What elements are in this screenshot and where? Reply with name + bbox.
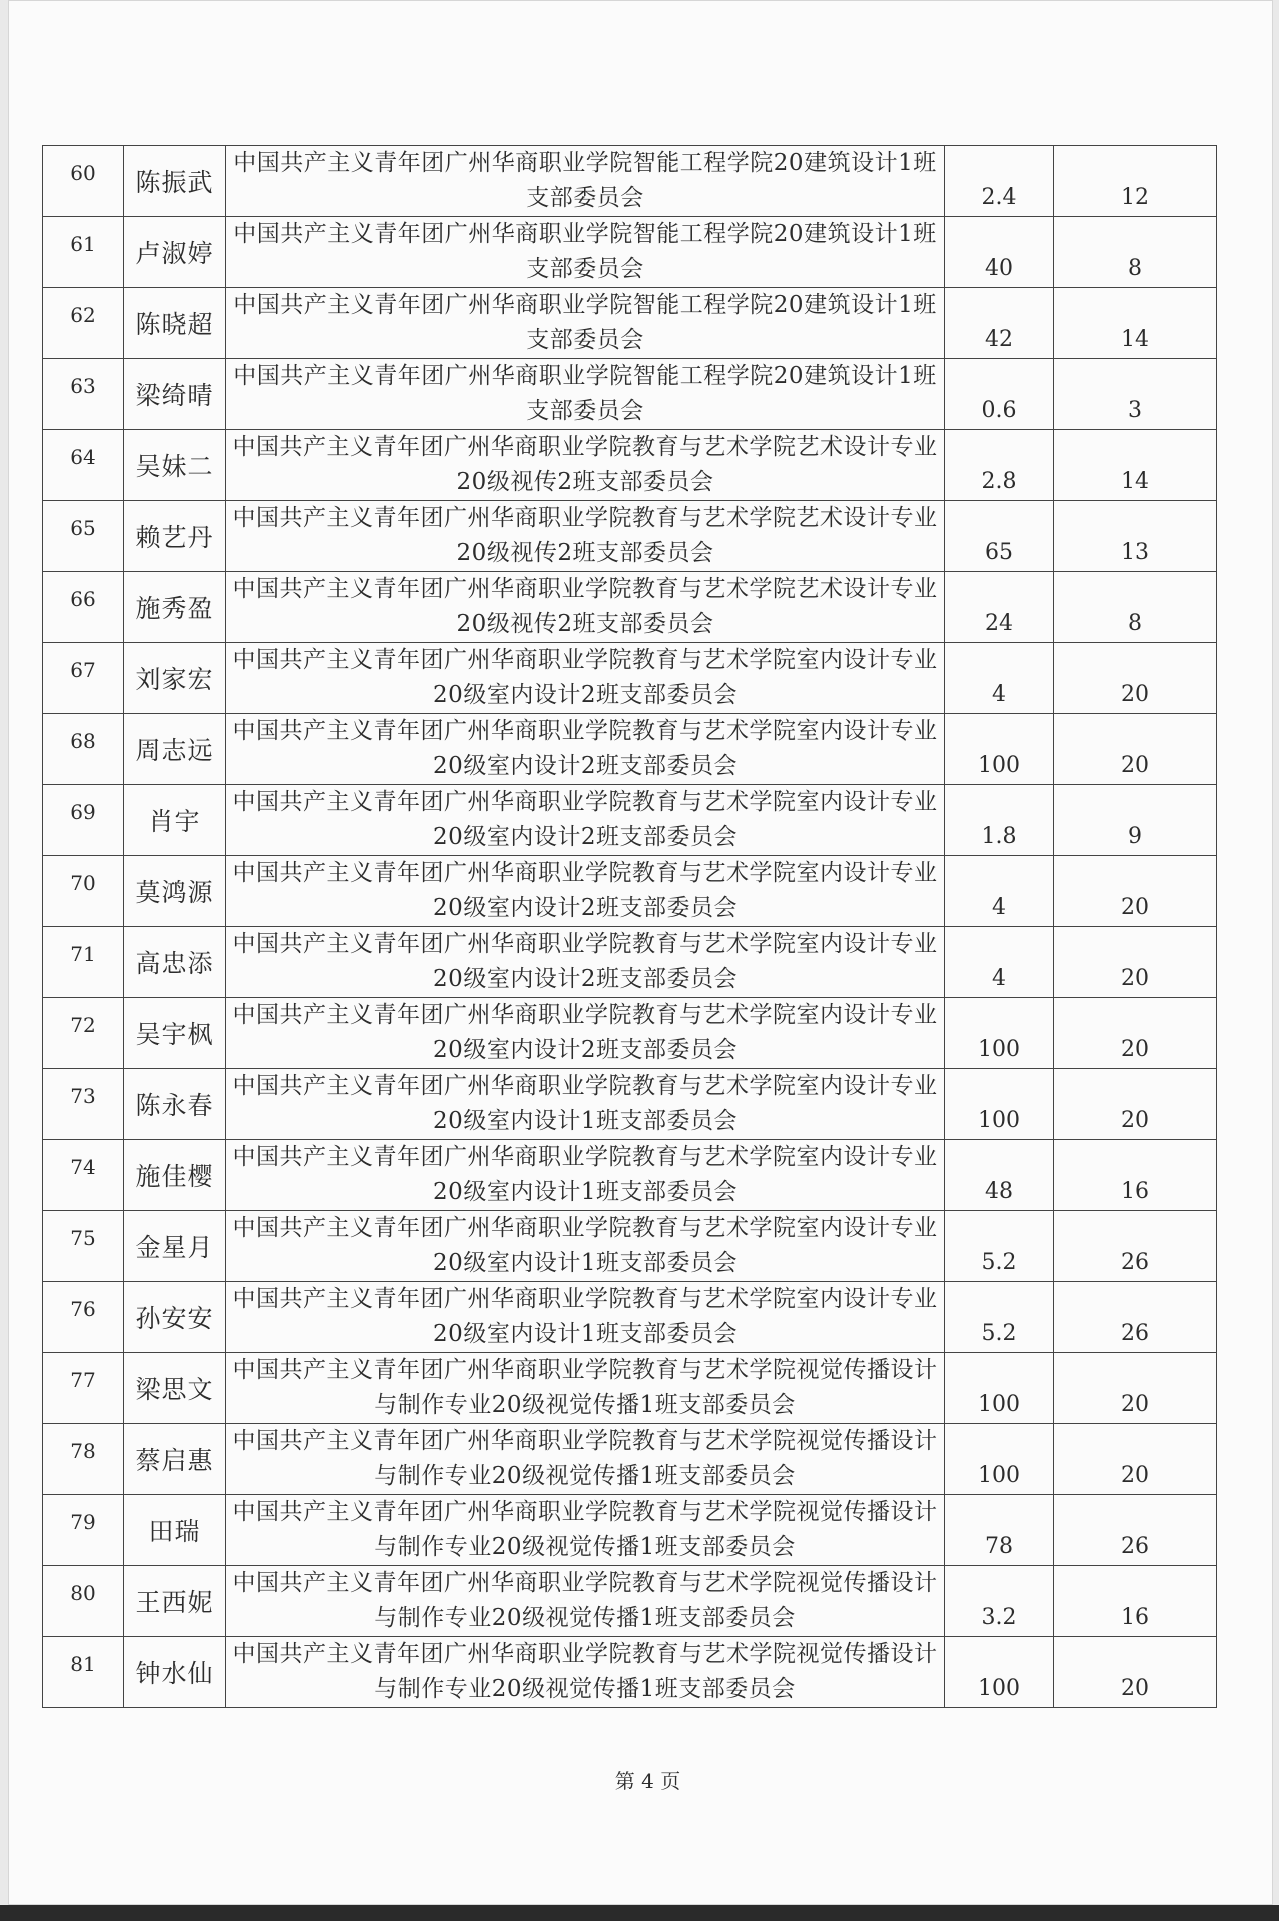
- amount-value: 5.2: [981, 1250, 1017, 1275]
- branch-organization: 中国共产主义青年团广州华商职业学院教育与艺术学院室内设计专业20级室内设计1班支部委员会: [232, 1144, 938, 1205]
- amount-value-cell: [945, 927, 1054, 998]
- member-name: 陈振武: [135, 168, 214, 197]
- amount-value-cell: [945, 1495, 1054, 1566]
- branch-organization-cell: [226, 1637, 945, 1708]
- branch-organization: 中国共产主义青年团广州华商职业学院教育与艺术学院艺术设计专业20级视传2班支部委员会: [232, 576, 938, 637]
- member-name-cell: [124, 1566, 226, 1637]
- row-number-cell: [43, 1353, 124, 1424]
- table-row: [43, 714, 1217, 785]
- amount-value-cell: [945, 1353, 1054, 1424]
- count-value-cell: [1054, 430, 1217, 501]
- branch-organization: 中国共产主义青年团广州华商职业学院智能工程学院20建筑设计1班支部委员会: [233, 150, 937, 211]
- amount-value: 5.2: [981, 1321, 1017, 1346]
- branch-organization: 中国共产主义青年团广州华商职业学院教育与艺术学院室内设计专业20级室内设计2班支部委员会: [232, 789, 938, 850]
- page-number: 第 4 页: [614, 1769, 681, 1793]
- row-number-cell: [43, 501, 124, 572]
- branch-organization: 中国共产主义青年团广州华商职业学院教育与艺术学院室内设计专业20级室内设计2班支部委员会: [232, 860, 938, 921]
- row-number-cell: [43, 1637, 124, 1708]
- table-row: [43, 217, 1217, 288]
- row-number-cell: [43, 1566, 124, 1637]
- branch-organization-cell: [226, 856, 945, 927]
- amount-value: 65: [985, 540, 1013, 565]
- count-value: 3: [1128, 398, 1142, 423]
- table-row: [43, 1282, 1217, 1353]
- member-name: 周志远: [135, 736, 214, 765]
- member-name-cell: [124, 1637, 226, 1708]
- table-row: [43, 927, 1217, 998]
- count-value-cell: [1054, 643, 1217, 714]
- scan-edge: [0, 1905, 1279, 1921]
- branch-organization-cell: [226, 1353, 945, 1424]
- count-value: 20: [1121, 1463, 1149, 1488]
- member-name: 梁绮晴: [135, 381, 214, 410]
- count-value: 16: [1121, 1605, 1149, 1630]
- count-value-cell: [1054, 1069, 1217, 1140]
- count-value: 8: [1128, 611, 1142, 636]
- row-number: 62: [70, 303, 96, 327]
- member-name-cell: [124, 572, 226, 643]
- member-name: 金星月: [135, 1233, 214, 1262]
- count-value: 16: [1121, 1179, 1149, 1204]
- amount-value: 24: [985, 611, 1013, 636]
- table-row: [43, 146, 1217, 217]
- branch-organization-cell: [226, 1566, 945, 1637]
- count-value: 20: [1121, 966, 1149, 991]
- row-number-cell: [43, 217, 124, 288]
- count-value: 9: [1128, 824, 1142, 849]
- count-value-cell: [1054, 856, 1217, 927]
- row-number-cell: [43, 430, 124, 501]
- row-number: 79: [70, 1510, 96, 1534]
- row-number: 60: [70, 161, 96, 185]
- row-number: 69: [70, 800, 96, 824]
- row-number: 80: [70, 1581, 96, 1605]
- row-number: 65: [70, 516, 96, 540]
- row-number-cell: [43, 785, 124, 856]
- count-value-cell: [1054, 501, 1217, 572]
- amount-value-cell: [945, 785, 1054, 856]
- member-name-cell: [124, 785, 226, 856]
- row-number: 61: [70, 232, 96, 256]
- member-name-cell: [124, 714, 226, 785]
- row-number: 74: [70, 1155, 96, 1179]
- document-page: [8, 0, 1273, 1905]
- row-number-cell: [43, 714, 124, 785]
- amount-value: 100: [978, 1463, 1020, 1488]
- member-name: 蔡启惠: [135, 1446, 214, 1475]
- amount-value-cell: [945, 288, 1054, 359]
- member-name-cell: [124, 1424, 226, 1495]
- row-number-cell: [43, 572, 124, 643]
- amount-value-cell: [945, 501, 1054, 572]
- branch-organization: 中国共产主义青年团广州华商职业学院教育与艺术学院艺术设计专业20级视传2班支部委员会: [232, 505, 938, 566]
- table-row: [43, 1353, 1217, 1424]
- amount-value: 100: [978, 1676, 1020, 1701]
- row-number-cell: [43, 1282, 124, 1353]
- member-name-cell: [124, 1495, 226, 1566]
- row-number-cell: [43, 1424, 124, 1495]
- member-name: 莫鸿源: [135, 878, 214, 907]
- member-name: 孙安安: [135, 1304, 214, 1333]
- count-value-cell: [1054, 1495, 1217, 1566]
- row-number-cell: [43, 288, 124, 359]
- table-row: [43, 288, 1217, 359]
- branch-organization: 中国共产主义青年团广州华商职业学院教育与艺术学院室内设计专业20级室内设计1班支部委员会: [232, 1073, 938, 1134]
- count-value-cell: [1054, 998, 1217, 1069]
- table-body: [43, 146, 1217, 1708]
- row-number-cell: [43, 359, 124, 430]
- member-name-cell: [124, 430, 226, 501]
- amount-value-cell: [945, 359, 1054, 430]
- member-name-cell: [124, 643, 226, 714]
- row-number-cell: [43, 643, 124, 714]
- table-row: [43, 998, 1217, 1069]
- count-value-cell: [1054, 1211, 1217, 1282]
- member-name-cell: [124, 146, 226, 217]
- row-number-cell: [43, 856, 124, 927]
- branch-organization: 中国共产主义青年团广州华商职业学院教育与艺术学院室内设计专业20级室内设计1班支部委员会: [232, 1286, 938, 1347]
- amount-value: 4: [992, 966, 1006, 991]
- row-number-cell: [43, 927, 124, 998]
- branch-organization: 中国共产主义青年团广州华商职业学院教育与艺术学院视觉传播设计与制作专业20级视觉传播1班支部委员会: [232, 1570, 938, 1631]
- row-number-cell: [43, 1495, 124, 1566]
- amount-value-cell: [945, 1069, 1054, 1140]
- member-name-cell: [124, 501, 226, 572]
- table-row: [43, 430, 1217, 501]
- table-row: [43, 643, 1217, 714]
- count-value: 8: [1128, 256, 1142, 281]
- member-name-cell: [124, 1282, 226, 1353]
- branch-organization: 中国共产主义青年团广州华商职业学院教育与艺术学院室内设计专业20级室内设计2班支部委员会: [232, 718, 938, 779]
- member-name: 陈晓超: [135, 310, 214, 339]
- count-value: 20: [1121, 682, 1149, 707]
- branch-organization-cell: [226, 1140, 945, 1211]
- count-value-cell: [1054, 1282, 1217, 1353]
- member-name-cell: [124, 998, 226, 1069]
- branch-organization: 中国共产主义青年团广州华商职业学院教育与艺术学院视觉传播设计与制作专业20级视觉传播1班支部委员会: [232, 1499, 938, 1560]
- count-value: 14: [1121, 469, 1149, 494]
- count-value-cell: [1054, 785, 1217, 856]
- table-row: [43, 785, 1217, 856]
- amount-value: 100: [978, 1037, 1020, 1062]
- branch-organization-cell: [226, 927, 945, 998]
- member-name-cell: [124, 1211, 226, 1282]
- table-row: [43, 856, 1217, 927]
- count-value-cell: [1054, 1353, 1217, 1424]
- amount-value: 1.8: [981, 824, 1017, 849]
- amount-value-cell: [945, 998, 1054, 1069]
- count-value-cell: [1054, 1140, 1217, 1211]
- row-number: 77: [70, 1368, 96, 1392]
- member-name-cell: [124, 856, 226, 927]
- count-value: 20: [1121, 1676, 1149, 1701]
- amount-value-cell: [945, 643, 1054, 714]
- table-row: [43, 1495, 1217, 1566]
- branch-organization-cell: [226, 359, 945, 430]
- member-name: 吴妹二: [135, 452, 214, 481]
- row-number: 68: [70, 729, 96, 753]
- amount-value: 2.4: [981, 185, 1017, 210]
- member-name: 施佳樱: [135, 1162, 214, 1191]
- count-value: 26: [1121, 1534, 1149, 1559]
- branch-organization: 中国共产主义青年团广州华商职业学院智能工程学院20建筑设计1班支部委员会: [233, 292, 937, 353]
- count-value: 20: [1121, 1392, 1149, 1417]
- amount-value: 100: [978, 1392, 1020, 1417]
- row-number-cell: [43, 1140, 124, 1211]
- count-value: 14: [1121, 327, 1149, 352]
- row-number-cell: [43, 1211, 124, 1282]
- table-row: [43, 572, 1217, 643]
- count-value-cell: [1054, 217, 1217, 288]
- count-value-cell: [1054, 359, 1217, 430]
- amount-value-cell: [945, 1211, 1054, 1282]
- branch-organization: 中国共产主义青年团广州华商职业学院教育与艺术学院室内设计专业20级室内设计2班支部委员会: [232, 647, 938, 708]
- amount-value-cell: [945, 1140, 1054, 1211]
- amount-value: 3.2: [981, 1605, 1017, 1630]
- count-value: 20: [1121, 895, 1149, 920]
- member-name: 赖艺丹: [135, 523, 214, 552]
- branch-organization-cell: [226, 714, 945, 785]
- member-name: 肖宇: [148, 807, 201, 836]
- branch-organization: 中国共产主义青年团广州华商职业学院教育与艺术学院室内设计专业20级室内设计2班支部委员会: [232, 931, 938, 992]
- amount-value: 4: [992, 895, 1006, 920]
- table-row: [43, 359, 1217, 430]
- branch-organization-cell: [226, 643, 945, 714]
- table-row: [43, 1424, 1217, 1495]
- member-name: 钟水仙: [135, 1659, 214, 1688]
- count-value-cell: [1054, 572, 1217, 643]
- count-value: 12: [1121, 185, 1149, 210]
- branch-organization-cell: [226, 217, 945, 288]
- amount-value-cell: [945, 1424, 1054, 1495]
- member-name: 陈永春: [135, 1091, 214, 1120]
- branch-organization-cell: [226, 430, 945, 501]
- member-name: 田瑞: [148, 1517, 201, 1546]
- count-value: 26: [1121, 1250, 1149, 1275]
- branch-organization-cell: [226, 785, 945, 856]
- branch-organization: 中国共产主义青年团广州华商职业学院教育与艺术学院视觉传播设计与制作专业20级视觉传播1班支部委员会: [232, 1428, 938, 1489]
- amount-value: 42: [985, 327, 1013, 352]
- row-number-cell: [43, 998, 124, 1069]
- member-name: 刘家宏: [135, 665, 214, 694]
- member-name: 卢淑婷: [135, 239, 214, 268]
- row-number: 73: [70, 1084, 96, 1108]
- count-value: 13: [1121, 540, 1149, 565]
- member-name: 王西妮: [135, 1588, 214, 1617]
- count-value: 20: [1121, 1037, 1149, 1062]
- branch-organization: 中国共产主义青年团广州华商职业学院教育与艺术学院室内设计专业20级室内设计2班支部委员会: [232, 1002, 938, 1063]
- row-number: 72: [70, 1013, 96, 1037]
- amount-value: 48: [985, 1179, 1013, 1204]
- amount-value-cell: [945, 1637, 1054, 1708]
- branch-organization-cell: [226, 998, 945, 1069]
- amount-value-cell: [945, 430, 1054, 501]
- table-row: [43, 1211, 1217, 1282]
- amount-value-cell: [945, 1282, 1054, 1353]
- branch-organization: 中国共产主义青年团广州华商职业学院智能工程学院20建筑设计1班支部委员会: [233, 221, 937, 282]
- row-number: 67: [70, 658, 96, 682]
- row-number-cell: [43, 146, 124, 217]
- count-value: 20: [1121, 1108, 1149, 1133]
- count-value: 20: [1121, 753, 1149, 778]
- branch-organization: 中国共产主义青年团广州华商职业学院教育与艺术学院视觉传播设计与制作专业20级视觉传播1班支部委员会: [232, 1641, 938, 1702]
- amount-value: 100: [978, 753, 1020, 778]
- row-number: 81: [70, 1652, 96, 1676]
- branch-organization-cell: [226, 288, 945, 359]
- count-value-cell: [1054, 146, 1217, 217]
- amount-value-cell: [945, 714, 1054, 785]
- row-number: 71: [70, 942, 96, 966]
- branch-organization: 中国共产主义青年团广州华商职业学院教育与艺术学院艺术设计专业20级视传2班支部委员会: [232, 434, 938, 495]
- amount-value-cell: [945, 146, 1054, 217]
- branch-organization-cell: [226, 1495, 945, 1566]
- member-name-cell: [124, 288, 226, 359]
- count-value-cell: [1054, 927, 1217, 998]
- branch-organization-cell: [226, 146, 945, 217]
- table-row: [43, 1069, 1217, 1140]
- count-value-cell: [1054, 1637, 1217, 1708]
- member-name-cell: [124, 927, 226, 998]
- amount-value: 78: [985, 1534, 1013, 1559]
- table-row: [43, 1566, 1217, 1637]
- branch-organization-cell: [226, 1211, 945, 1282]
- row-number: 70: [70, 871, 96, 895]
- member-name-cell: [124, 1069, 226, 1140]
- table-row: [43, 501, 1217, 572]
- row-number: 76: [70, 1297, 96, 1321]
- branch-organization: 中国共产主义青年团广州华商职业学院教育与艺术学院室内设计专业20级室内设计1班支部委员会: [232, 1215, 938, 1276]
- branch-organization-cell: [226, 1424, 945, 1495]
- amount-value: 40: [985, 256, 1013, 281]
- member-name-cell: [124, 1140, 226, 1211]
- branch-organization-cell: [226, 1069, 945, 1140]
- member-name: 吴宇枫: [135, 1020, 214, 1049]
- row-number: 78: [70, 1439, 96, 1463]
- member-name-cell: [124, 217, 226, 288]
- row-number: 66: [70, 587, 96, 611]
- row-number: 63: [70, 374, 96, 398]
- row-number-cell: [43, 1069, 124, 1140]
- member-name: 施秀盈: [135, 594, 214, 623]
- amount-value-cell: [945, 572, 1054, 643]
- count-value-cell: [1054, 1424, 1217, 1495]
- donation-table: [42, 145, 1217, 1708]
- row-number: 64: [70, 445, 96, 469]
- branch-organization-cell: [226, 572, 945, 643]
- member-name: 高忠添: [135, 949, 214, 978]
- amount-value-cell: [945, 1566, 1054, 1637]
- amount-value: 100: [978, 1108, 1020, 1133]
- amount-value: 4: [992, 682, 1006, 707]
- member-name-cell: [124, 359, 226, 430]
- amount-value-cell: [945, 217, 1054, 288]
- member-name: 梁思文: [135, 1375, 214, 1404]
- member-name-cell: [124, 1353, 226, 1424]
- table-row: [43, 1140, 1217, 1211]
- branch-organization-cell: [226, 501, 945, 572]
- branch-organization: 中国共产主义青年团广州华商职业学院教育与艺术学院视觉传播设计与制作专业20级视觉传播1班支部委员会: [232, 1357, 938, 1418]
- amount-value: 2.8: [981, 469, 1017, 494]
- count-value-cell: [1054, 288, 1217, 359]
- amount-value-cell: [945, 856, 1054, 927]
- branch-organization-cell: [226, 1282, 945, 1353]
- branch-organization: 中国共产主义青年团广州华商职业学院智能工程学院20建筑设计1班支部委员会: [233, 363, 937, 424]
- count-value: 26: [1121, 1321, 1149, 1346]
- table-row: [43, 1637, 1217, 1708]
- count-value-cell: [1054, 714, 1217, 785]
- amount-value: 0.6: [981, 398, 1017, 423]
- row-number: 75: [70, 1226, 96, 1250]
- count-value-cell: [1054, 1566, 1217, 1637]
